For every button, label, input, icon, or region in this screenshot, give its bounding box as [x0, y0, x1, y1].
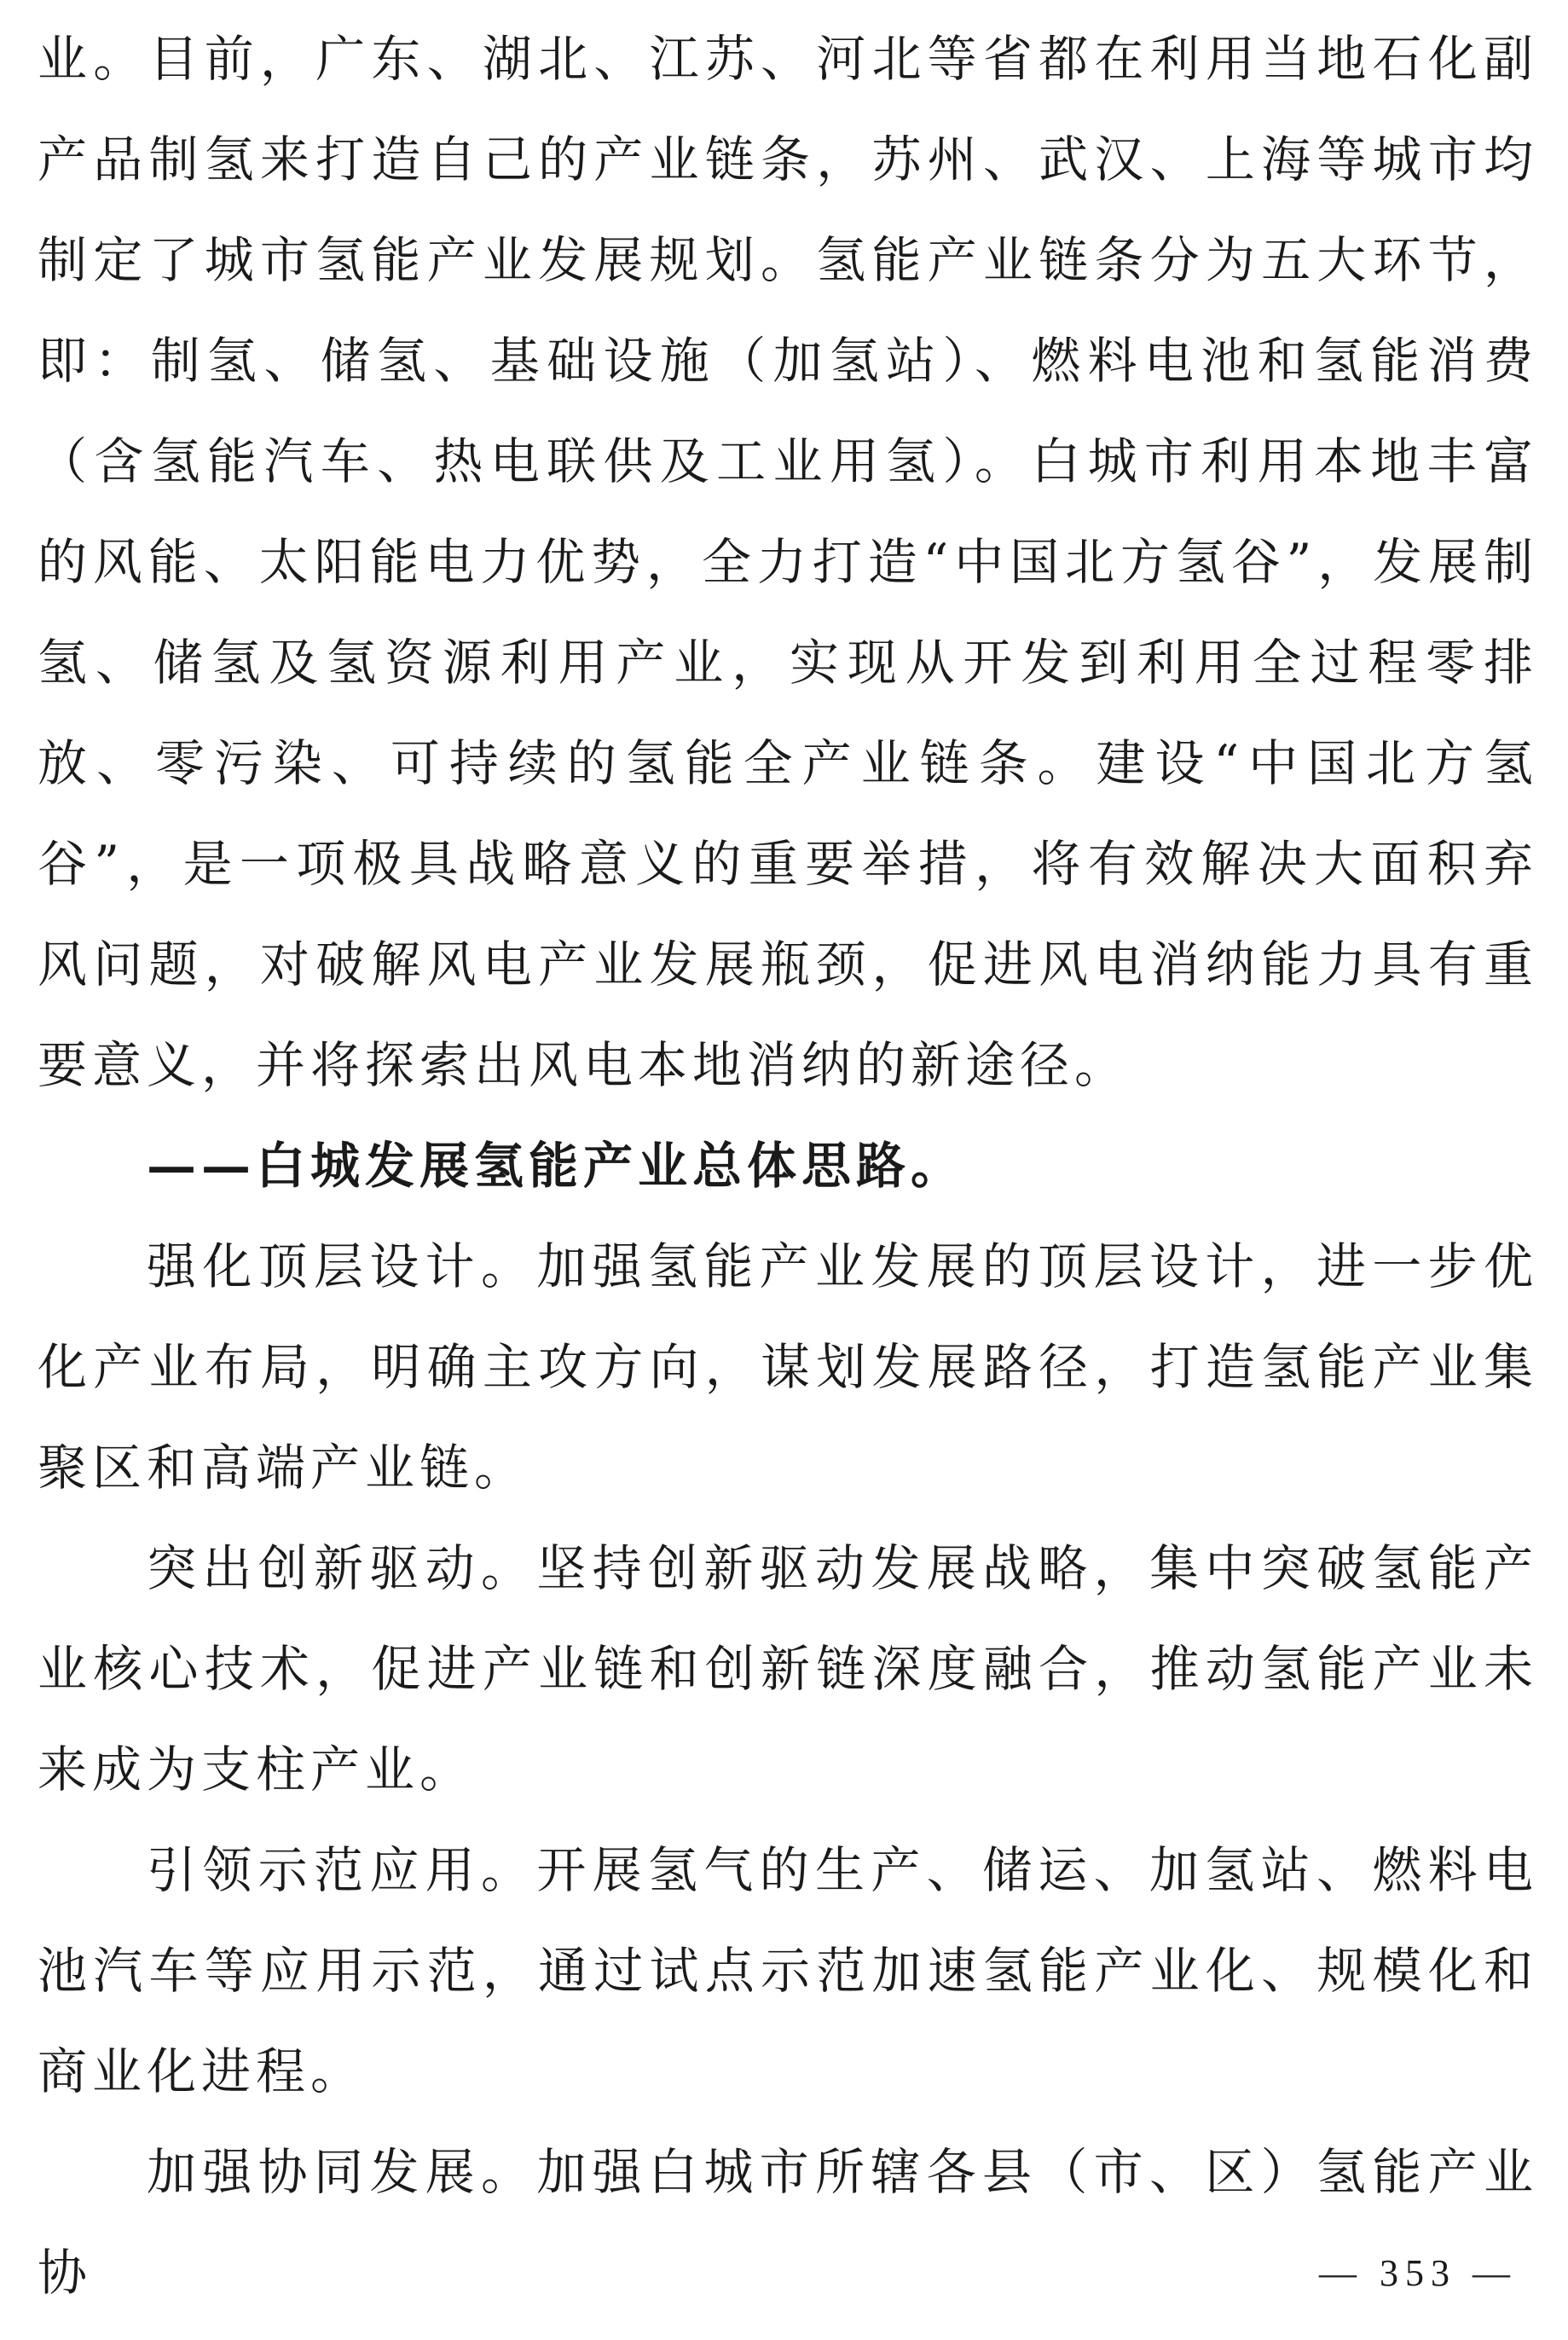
page-number: — 353 —	[1319, 2252, 1517, 2294]
section-heading: ——白城发展氢能产业总体思路。	[147, 1137, 966, 1195]
paragraph-innovation-driven: 突出创新驱动。坚持创新驱动发展战略，集中突破氢能产业核心技术，促进产业链和创新链深度融合，推动氢能产业未来成为支柱产业。	[38, 1539, 1538, 1798]
paragraph-demonstration: 引领示范应用。开展氢气的生产、储运、加氢站、燃料电池汽车等应用示范，通过试点示范加速氢能产业化、规模化和商业化进程。	[38, 1841, 1538, 2100]
paragraph-coordination: 加强协同发展。加强白城市所辖各县（市、区）氢能产业协	[38, 2143, 1538, 2302]
paragraph-top-level-design: 强化顶层设计。加强氢能产业发展的顶层设计，进一步优化产业布局，明确主攻方向，谋划发展路径，打造氢能产业集聚区和高端产业链。	[38, 1237, 1538, 1497]
document-body	[38, 0, 1538, 2323]
paragraph-continued: 业。目前，广东、湖北、江苏、河北等省都在利用当地石化副产品制氢来打造自己的产业链条，苏州、武汉、上海等城市均制定了城市氢能产业发展规划。氢能产业链条分为五大环节，即：制氢、储氢、基础设施（加氢站）、燃料电池和氢能消费（含氢能汽车、热电联供及工业用氢）。白城市利用本地丰富的风能、太阳能电力优势，全力打造“中国北方氢谷”，发展制氢、储氢及氢资源利用产业，实现从开发到利用全过程零排放、零污染、可持续的氢能全产业链条。建设“中国北方氢谷”，是一项极具战略意义的重要举措，将有效解决大面积弃风问题，对破解风电产业发展瓶颈，促进风电消纳能力具有重要意义，并将探索出风电本地消纳的新途径。	[38, 30, 1538, 1094]
